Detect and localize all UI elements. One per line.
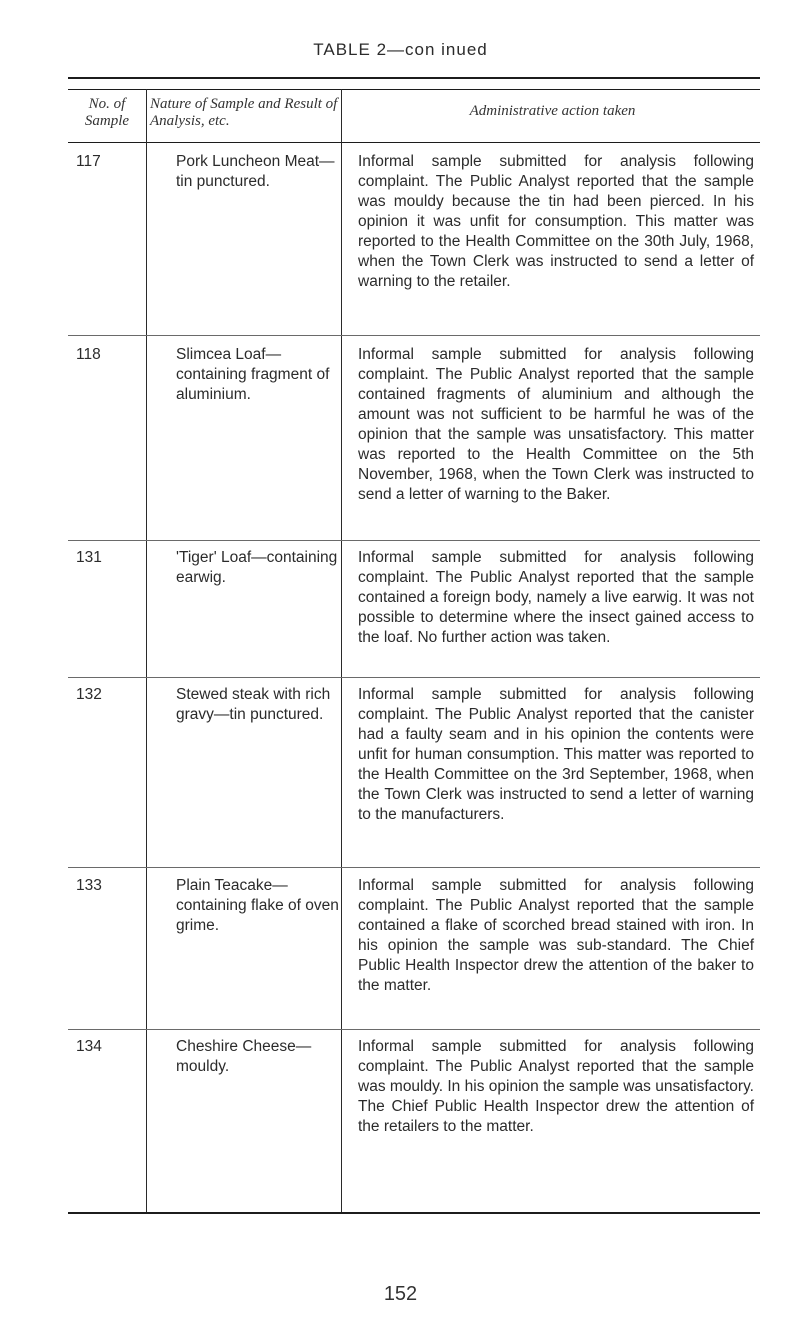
action-taken: Informal sample submitted for analysis following complaint. The Public Analyst reported that the sample was mouldy. In his opinion the sample was unsatisfactory. The Chief Public Health Inspector drew the attention of the retailers to the matter.: [358, 1038, 754, 1135]
header-action: Administrative action taken: [469, 103, 636, 119]
row-divider: [68, 1029, 760, 1030]
sample-nature: Slimcea Loaf—containing fragment of aluminium.: [176, 346, 330, 403]
sample-number: 117: [76, 153, 101, 170]
sample-nature: Stewed steak with rich gravy—tin punctured.: [176, 686, 331, 723]
row-divider: [68, 335, 760, 336]
action-taken: Informal sample submitted for analysis following complaint. The Public Analyst reported that the sample was mouldy because the tin had been pierced. In his opinion it was unfit for consumption. This matter was reported to the Health Committee on the 30th July, 1968, when the Town Clerk was instructed to send a letter of warning to the retailer.: [358, 153, 754, 290]
sample-number: 133: [76, 877, 102, 894]
header-bottom-rule: [68, 142, 760, 143]
sample-number: 118: [76, 346, 101, 363]
header-top-rule: [68, 89, 760, 90]
action-taken: Informal sample submitted for analysis following complaint. The Public Analyst reported that the canister had a faulty seam and in his opinion the contents were unfit for human consumption. This matter was reported to the Health Committee on the 3rd September, 1968, when the Town Clerk was instructed to send a letter of warning to the manufacturers.: [358, 686, 754, 823]
action-taken: Informal sample submitted for analysis following complaint. The Public Analyst reported that the sample contained fragments of aluminium and although the amount was not sufficient to be harmful he was of the opinion that the sample was unsatisfactory. This matter was reported to the Health Committee on the 5th November, 1968, when the Town Clerk was instructed to send a letter of warning to the Baker.: [358, 346, 754, 503]
sample-nature: Pork Luncheon Meat—tin punctured.: [176, 153, 335, 190]
header-nature: Nature of Sample and Result of Analysis, etc.: [150, 96, 338, 129]
row-divider: [68, 540, 760, 541]
top-rule: [68, 77, 760, 79]
table-title: TABLE 2—con inued: [313, 40, 488, 59]
column-divider-1: [146, 89, 147, 1213]
header-sample-no: No. of Sample: [84, 96, 130, 129]
row-divider: [68, 677, 760, 678]
page-number: 152: [383, 1283, 418, 1305]
sample-nature: Plain Teacake—containing flake of oven grime.: [176, 877, 339, 934]
sample-number: 131: [76, 549, 102, 566]
row-divider: [68, 867, 760, 868]
action-taken: Informal sample submitted for analysis following complaint. The Public Analyst reported that the sample contained a foreign body, namely a live earwig. It was not possible to determine where the insect gained access to the loaf. No further action was taken.: [358, 549, 754, 646]
bottom-rule: [68, 1212, 760, 1214]
sample-number: 132: [76, 686, 102, 703]
action-taken: Informal sample submitted for analysis following complaint. The Public Analyst reported that the sample contained a flake of scorched bread stained with iron. In his opinion the sample was sub-standard. The Chief Public Health Inspector drew the attention of the baker to the matter.: [358, 877, 754, 994]
sample-number: 134: [76, 1038, 102, 1055]
sample-nature: 'Tiger' Loaf—containing earwig.: [176, 549, 338, 586]
sample-nature: Cheshire Cheese—mouldy.: [176, 1038, 312, 1075]
